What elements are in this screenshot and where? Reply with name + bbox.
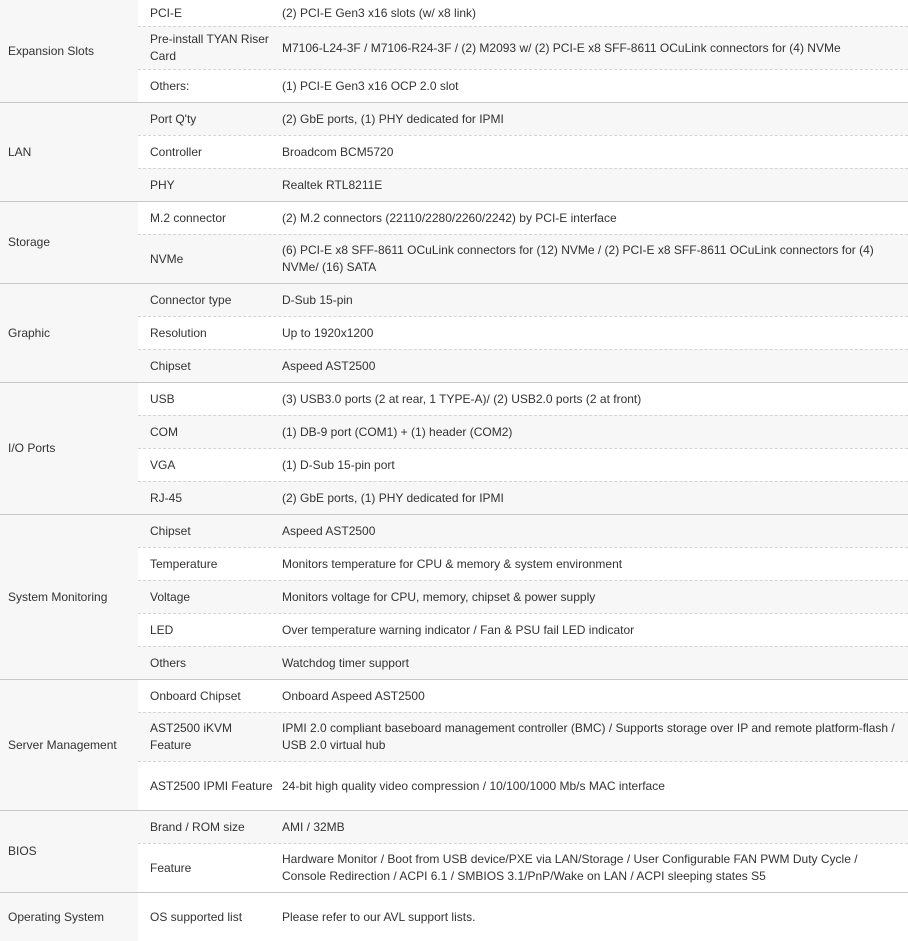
spec-label: Pre-install TYAN Riser Card [138,31,282,65]
spec-category: System Monitoring [0,515,138,679]
spec-category: Graphic [0,284,138,382]
spec-category: Storage [0,202,138,283]
spec-value: Up to 1920x1200 [282,325,374,340]
spec-row [138,893,908,941]
spec-row [138,547,908,580]
spec-label: COM [138,424,282,441]
spec-group [0,383,908,515]
spec-label: AST2500 IPMI Feature [150,778,273,793]
spec-category: Operating System [0,893,138,941]
spec-category: BIOS [0,811,138,892]
spec-row [138,761,908,810]
spec-category: I/O Ports [0,383,138,514]
spec-label: Chipset [138,523,282,540]
spec-value: Broadcom BCM5720 [282,144,394,159]
spec-label: NVMe [138,251,282,268]
spec-row [138,69,908,102]
spec-label: Feature [150,860,192,875]
spec-label: Temperature [150,556,218,571]
spec-label: Chipset [138,358,282,375]
spec-category: Expansion Slots [0,0,138,102]
spec-value: Aspeed AST2500 [282,358,908,375]
spec-label: VGA [150,457,176,472]
spec-row [138,202,908,234]
spec-row [138,843,908,892]
spec-value: (3) USB3.0 ports (2 at rear, 1 TYPE-A)/ (2) USB2.0 ports (2 at front) [282,391,642,406]
spec-label: Others [138,655,282,672]
spec-value: Onboard Aspeed AST2500 [282,688,425,703]
spec-label: RJ-45 [138,490,282,507]
spec-group [0,811,908,893]
spec-group [0,103,908,202]
spec-value: (6) PCI-E x8 SFF-8611 OCuLink connectors for (12) NVMe / (2) PCI-E x8 SFF-8611 OCuLink connectors for (4) NVMe/ (16) SATA [282,242,908,276]
spec-label: Voltage [138,589,282,606]
spec-row [138,580,908,613]
spec-label: Others: [150,78,190,93]
spec-value: (2) GbE ports, (1) PHY dedicated for IPMI [282,490,908,507]
spec-label: PHY [138,177,282,194]
spec-value: (1) D-Sub 15-pin port [282,457,395,472]
spec-group [0,284,908,383]
spec-row [138,284,908,316]
spec-value: Watchdog timer support [282,655,908,672]
spec-value: AMI / 32MB [282,819,908,836]
spec-row [138,415,908,448]
spec-value: Aspeed AST2500 [282,523,908,540]
spec-label: LED [150,622,174,637]
spec-row [138,349,908,382]
spec-label: M.2 connector [150,210,227,225]
spec-value: D-Sub 15-pin [282,292,908,309]
spec-value: 24-bit high quality video compression / 10/100/1000 Mb/s MAC interface [282,778,665,793]
spec-row [138,383,908,415]
spec-label: Port Q'ty [138,111,282,128]
spec-row [138,712,908,761]
spec-row [138,0,908,26]
spec-rows [138,202,908,283]
spec-rows [138,515,908,679]
spec-row [138,234,908,283]
spec-row [138,168,908,201]
spec-value: M7106-L24-3F / M7106-R24-3F / (2) M2093 w/ (2) PCI-E x8 SFF-8611 OCuLink connectors for (4) NVMe [282,40,908,57]
spec-rows [138,383,908,514]
spec-rows [138,284,908,382]
spec-group [0,893,908,941]
spec-label: Controller [150,144,203,159]
spec-group [0,0,908,103]
spec-row [138,680,908,712]
spec-rows [138,0,908,102]
spec-row [138,811,908,843]
spec-value: Monitors temperature for CPU & memory & system environment [282,556,623,571]
spec-value: Please refer to our AVL support lists. [282,909,476,924]
spec-label: Resolution [150,325,207,340]
spec-value: Hardware Monitor / Boot from USB device/PXE via LAN/Storage / User Configurable FAN PWM Duty Cycle / Console Redirection / ACPI 6.1 / SMBIOS 3.1/PnP/Wake on LAN / ACPI sleeping states S5 [282,852,858,883]
spec-label: AST2500 iKVM Feature [138,720,282,754]
spec-rows [138,893,908,941]
spec-value: Monitors voltage for CPU, memory, chipset & power supply [282,589,908,606]
spec-value: (2) PCI-E Gen3 x16 slots (w/ x8 link) [282,5,477,20]
spec-label: PCI-E [150,5,183,20]
spec-value: (2) M.2 connectors (22110/2280/2260/2242) by PCI-E interface [282,210,617,225]
spec-row [138,613,908,646]
spec-row [138,481,908,514]
spec-label: USB [150,391,175,406]
spec-rows [138,103,908,201]
spec-value: IPMI 2.0 compliant baseboard management controller (BMC) / Supports storage over IP and remote platform-flash / USB 2.0 virtual hub [282,720,908,754]
spec-group [0,680,908,811]
spec-value: Realtek RTL8211E [282,177,908,194]
spec-rows [138,811,908,892]
spec-row [138,646,908,679]
spec-value: Over temperature warning indicator / Fan & PSU fail LED indicator [282,622,635,637]
spec-row [138,448,908,481]
spec-label: Onboard Chipset [150,688,241,703]
spec-category: LAN [0,103,138,201]
spec-label: Connector type [138,292,282,309]
spec-row [138,316,908,349]
spec-row [138,135,908,168]
spec-row [138,515,908,547]
spec-label: Brand / ROM size [138,819,282,836]
spec-group [0,515,908,680]
spec-label: OS supported list [150,909,243,924]
spec-rows [138,680,908,810]
spec-value: (1) PCI-E Gen3 x16 OCP 2.0 slot [282,78,459,93]
spec-category: Server Management [0,680,138,810]
spec-group [0,202,908,284]
spec-row [138,26,908,69]
spec-value: (2) GbE ports, (1) PHY dedicated for IPMI [282,111,908,128]
spec-row [138,103,908,135]
spec-value: (1) DB-9 port (COM1) + (1) header (COM2) [282,424,908,441]
